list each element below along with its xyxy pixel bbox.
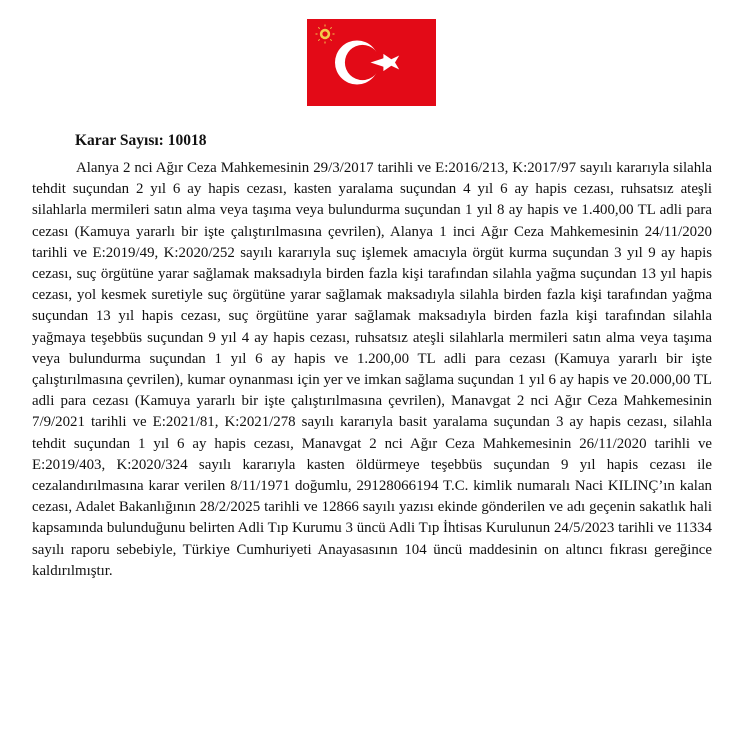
decision-body-paragraph: Alanya 2 nci Ağır Ceza Mahkemesinin 29/3/2017 tarihli ve E:2016/213, K:2017/97 sayılı kararıyla silahla tehdit suçundan 2 yıl 6 ay hapis cezası, kasten yaralama suçundan 4 yıl 6 ay hapis cezası, ruhsatsız ateşli silahlarla mermileri satın alma veya taşıma veya bulundurma suçundan 1 yıl 8 ay hapis ve 1.400,00 TL adli para cezası (Kamuya yararlı bir işte çalıştırılmasına çevrilen), Alanya 1 inci Ağır Ceza Mahkemesinin 24/11/2020 tarihli ve E:2019/49, K:2020/252 sayılı kararıyla suç işlemek amacıyla örgüt kurma suçundan 3 yıl 9 ay hapis cezası, suç örgütüne yarar sağlamak maksadıyla birden fazla kişi tarafından silahla yağma suçundan 13 yıl hapis cezası, yol kesmek suretiyle suç örgütüne yarar sağlamak maksadıyla silahla birden fazla kişi tarafından yağma suçundan 13 yıl hapis cezası, suç örgütüne yarar sağlamak maksadıyla birden fazla kişi tarafından silahla yağmaya teşebbüs suçundan 9 yıl 4 ay hapis cezası, ruhsatsız ateşli silahlarla mermileri satın alma veya taşıma veya bulundurma suçundan 1 yıl 6 ay hapis ve 1.200,00 TL adli para cezası (Kamuya yararlı bir işte çalıştırılmasına çevrilen), kumar oynanması için yer ve imkan sağlama suçundan 1 yıl 6 ay hapis ve 20.000,00 TL adli para cezası (Kamuya yararlı bir işte çalıştırılmasına çevrilen), Manavgat 2 nci Ağır Ceza Mahkemesinin 7/9/2021 tarihli ve E:2021/81, K:2021/278 sayılı kararıyla basit yaralama suçundan 3 ay hapis cezası, silahla tehdit suçundan 1 yıl 6 ay hapis cezası, Manavgat 2 nci Ağır Ceza Mahkemesinin 26/11/2020 tarihli ve E:2019/403, K:2020/324 sayılı kararıyla kasten öldürmeye teşebbüs suçundan 9 yıl hapis cezası ile cezalandırılmasına karar verilen 8/11/1971 doğumlu, 29128066194 T.C. kimlik numaralı Naci KILINÇ’ın kalan cezası, Adalet Bakanlığının 28/2/2025 tarihli ve 12866 sayılı yazısı ekinde gönderilen ve adı geçenin sakatlık hali kapsamında bulunduğunu belirten Adli Tıp Kurumu 3 üncü Adli Tıp İhtisas Kurulunun 24/5/2023 tarihli ve 11334 sayılı raporu sebebiyle, Türkiye Cumhuriyeti Anayasasının 104 üncü maddesinin on altıncı fıkrası gereğince kaldırılmıştır. xyxy=(32,160,712,579)
turkish-flag-emblem xyxy=(307,19,436,106)
decision-number-title: Karar Sayısı: 10018 xyxy=(75,132,207,149)
flag-icon xyxy=(307,19,436,106)
